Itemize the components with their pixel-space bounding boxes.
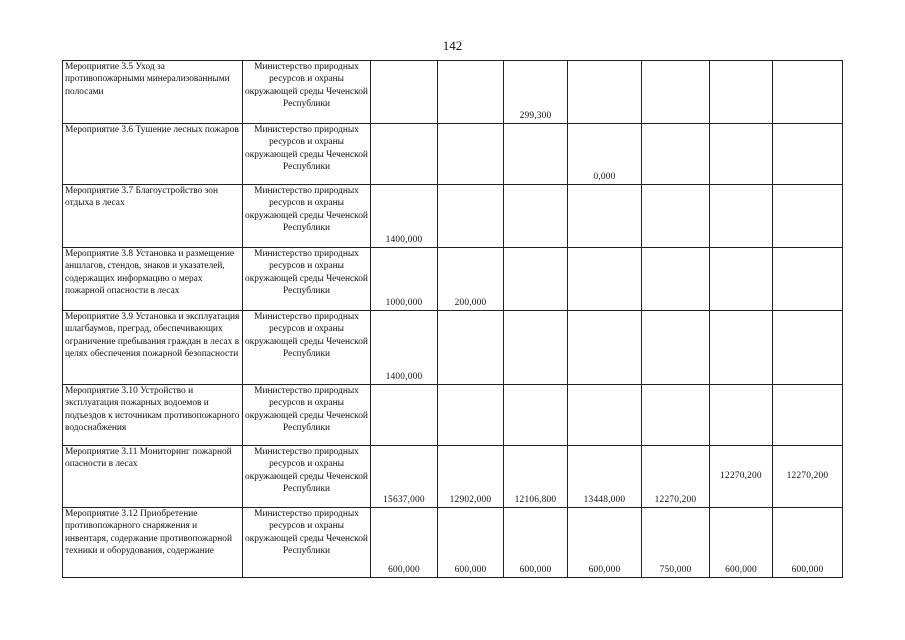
year-value-cell — [568, 185, 642, 248]
year-value-cell — [773, 385, 843, 446]
year-value-cell — [710, 248, 773, 311]
budget-table — [62, 60, 843, 578]
year-value-cell — [710, 185, 773, 248]
year-value-cell: 600,000 — [773, 508, 843, 578]
year-value-cell: 12270,200 — [773, 446, 843, 508]
year-value-cell: 600,000 — [504, 508, 568, 578]
year-value-cell — [642, 124, 710, 185]
table-row — [63, 446, 843, 508]
year-value-cell: 15637,000 — [371, 446, 438, 508]
executor-cell: Министерство природных ресурсов и охраны окружающей среды Чеченской Республики — [243, 248, 371, 311]
year-value-cell — [504, 185, 568, 248]
year-value-cell — [773, 248, 843, 311]
year-value-cell — [642, 61, 710, 124]
year-value-cell — [504, 124, 568, 185]
executor-cell: Министерство природных ресурсов и охраны окружающей среды Чеченской Республики — [243, 185, 371, 248]
executor-cell: Министерство природных ресурсов и охраны окружающей среды Чеченской Республики — [243, 124, 371, 185]
year-value-cell — [568, 385, 642, 446]
year-value-cell — [710, 311, 773, 385]
year-value-cell — [710, 61, 773, 124]
year-value-cell — [568, 248, 642, 311]
table-row — [63, 508, 843, 578]
activity-name-cell: Мероприятие 3.6 Тушение лесных пожаров — [63, 124, 243, 185]
year-value-cell — [642, 248, 710, 311]
table-row — [63, 185, 843, 248]
executor-cell: Министерство природных ресурсов и охраны окружающей среды Чеченской Республики — [243, 446, 371, 508]
year-value-cell: 1400,000 — [371, 185, 438, 248]
year-value-cell — [438, 385, 504, 446]
year-value-cell: 299,300 — [504, 61, 568, 124]
year-value-cell — [642, 311, 710, 385]
year-value-cell — [504, 248, 568, 311]
year-value-cell — [438, 185, 504, 248]
year-value-cell — [438, 61, 504, 124]
year-value-cell — [773, 61, 843, 124]
activity-name-cell: Мероприятие 3.9 Установка и эксплуатация шлагбаумов, преград, обеспечивающих ограничение пребывания граждан в лесах в целях обеспечения пожарной безопасности — [63, 311, 243, 385]
executor-cell: Министерство природных ресурсов и охраны окружающей среды Чеченской Республики — [243, 385, 371, 446]
year-value-cell — [568, 311, 642, 385]
year-value-cell — [773, 185, 843, 248]
year-value-cell — [710, 124, 773, 185]
year-value-cell — [504, 385, 568, 446]
year-value-cell: 600,000 — [371, 508, 438, 578]
page-number: 142 — [442, 38, 463, 53]
year-value-cell — [504, 311, 568, 385]
executor-cell: Министерство природных ресурсов и охраны окружающей среды Чеченской Республики — [243, 311, 371, 385]
year-value-cell: 12106,800 — [504, 446, 568, 508]
year-value-cell — [642, 385, 710, 446]
year-value-cell — [773, 124, 843, 185]
year-value-cell: 0,000 — [568, 124, 642, 185]
year-value-cell — [568, 61, 642, 124]
table-row — [63, 311, 843, 385]
activity-name-cell: Мероприятие 3.7 Благоустройство зон отдыха в лесах — [63, 185, 243, 248]
year-value-cell: 600,000 — [438, 508, 504, 578]
year-value-cell — [438, 311, 504, 385]
year-value-cell: 12270,200 — [642, 446, 710, 508]
executor-cell: Министерство природных ресурсов и охраны окружающей среды Чеченской Республики — [243, 508, 371, 578]
year-value-cell — [371, 385, 438, 446]
year-value-cell — [438, 124, 504, 185]
year-value-cell — [710, 385, 773, 446]
year-value-cell: 200,000 — [438, 248, 504, 311]
activity-name-cell: Мероприятие 3.12 Приобретение противопожарного снаряжения и инвентаря, содержание противопожарной техники и оборудования, содержание — [63, 508, 243, 578]
activity-name-cell: Мероприятие 3.11 Мониторинг пожарной опасности в лесах — [63, 446, 243, 508]
year-value-cell — [371, 124, 438, 185]
year-value-cell — [371, 61, 438, 124]
table-row — [63, 385, 843, 446]
year-value-cell: 12270,200 — [710, 446, 773, 508]
year-value-cell — [642, 185, 710, 248]
year-value-cell: 600,000 — [568, 508, 642, 578]
table-row — [63, 124, 843, 185]
year-value-cell: 600,000 — [710, 508, 773, 578]
activity-name-cell: Мероприятие 3.10 Устройство и эксплуатация пожарных водоемов и подъездов к источникам противопожарного водоснабжения — [63, 385, 243, 446]
year-value-cell: 13448,000 — [568, 446, 642, 508]
year-value-cell: 12902,000 — [438, 446, 504, 508]
activity-name-cell: Мероприятие 3.5 Уход за противопожарными минерализованными полосами — [63, 61, 243, 124]
executor-cell: Министерство природных ресурсов и охраны окружающей среды Чеченской Республики — [243, 61, 371, 124]
year-value-cell: 750,000 — [642, 508, 710, 578]
year-value-cell: 1400,000 — [371, 311, 438, 385]
activity-name-cell: Мероприятие 3.8 Установка и размещение аншлагов, стендов, знаков и указателей, содержащих информацию о мерах пожарной опасности в лесах — [63, 248, 243, 311]
year-value-cell: 1000,000 — [371, 248, 438, 311]
year-value-cell — [773, 311, 843, 385]
table-row — [63, 248, 843, 311]
table-row — [63, 61, 843, 124]
